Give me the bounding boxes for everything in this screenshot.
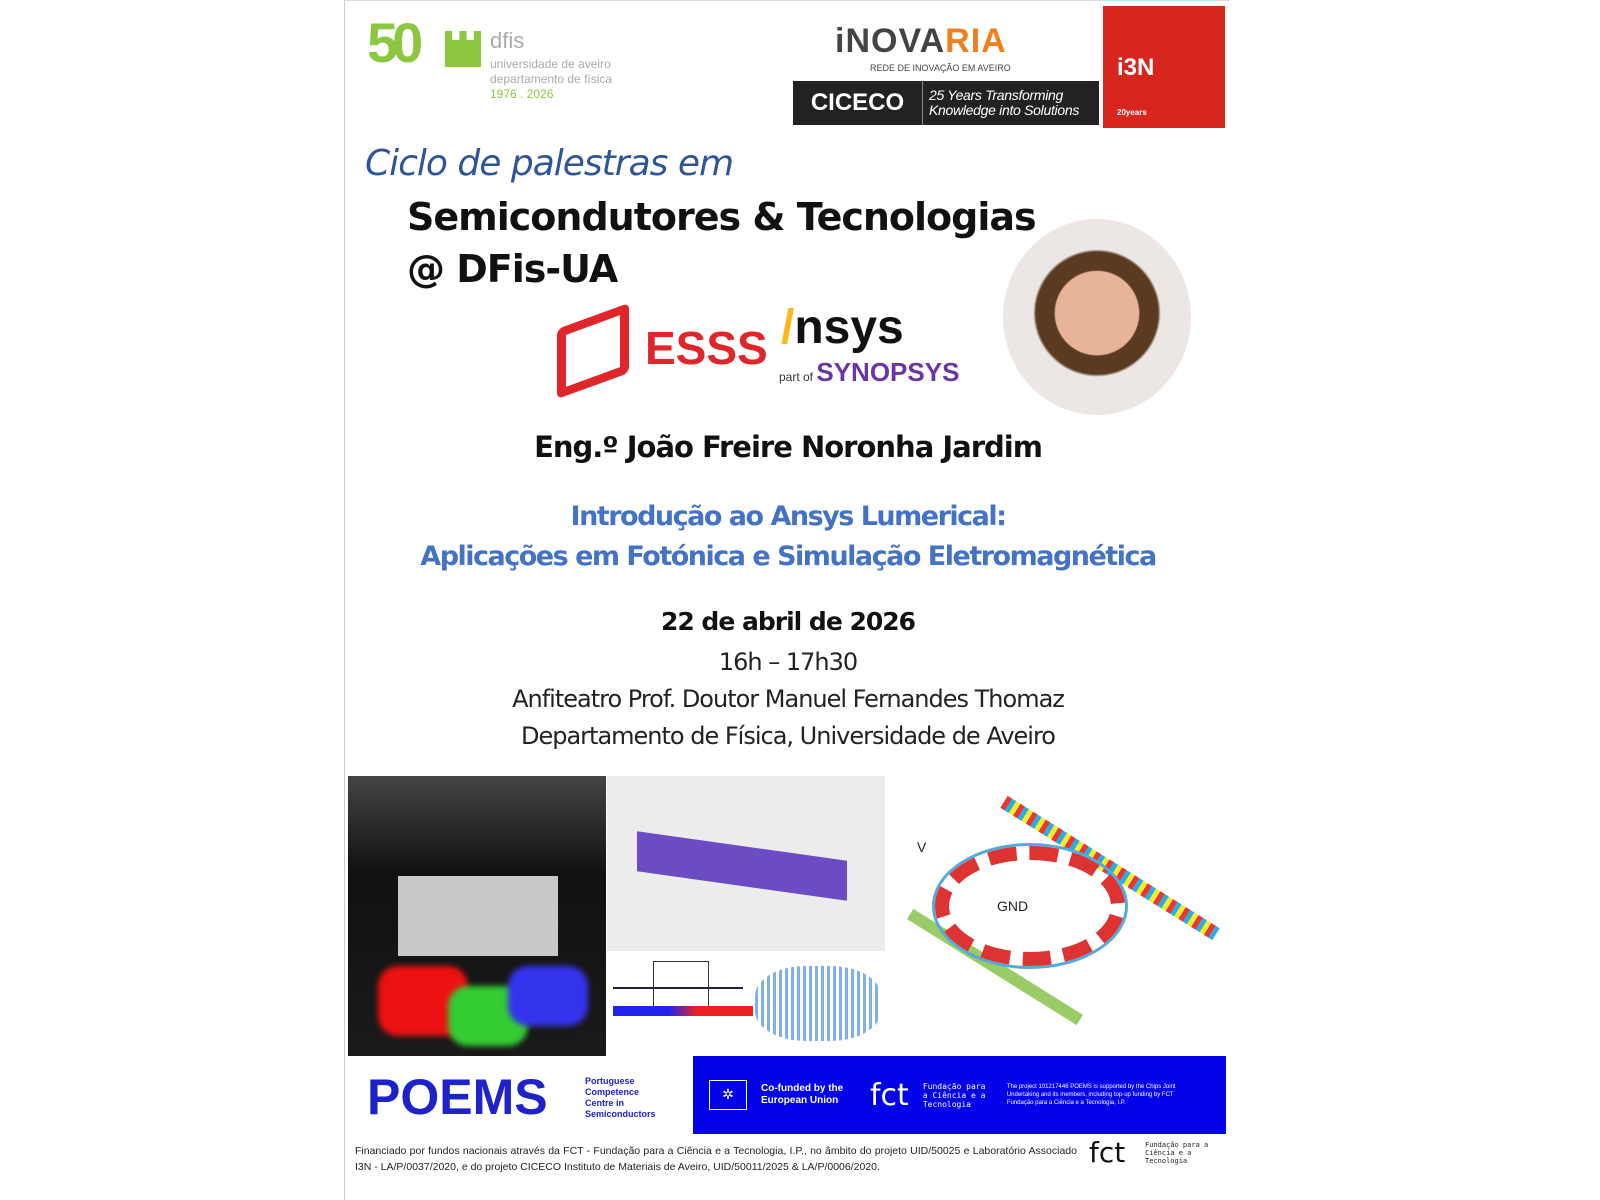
event-room: Anfiteatro Prof. Doutor Manuel Fernandes Thomaz [512, 685, 1064, 713]
fct-logo-small: fct [1089, 1136, 1126, 1169]
talk-line1: Introdução ao Ansys Lumerical: [570, 501, 1006, 532]
metasurface-image [348, 776, 606, 1056]
mode-diagram [613, 961, 753, 1021]
inovaria-subtitle: REDE DE INOVAÇÃO EM AVEIRO [870, 63, 1011, 73]
dfis-univ: universidade de aveiro [490, 57, 611, 71]
esss-logo: ESSS [645, 322, 768, 374]
eu-flag-icon: ✲ [709, 1080, 747, 1110]
series-title: Ciclo de palestras em [365, 143, 734, 184]
field-plot [755, 966, 881, 1041]
fct-subtitle: Fundação para a Ciência e a Tecnologia [922, 1081, 986, 1109]
inovaria-logo [835, 23, 1007, 59]
ansys-logo [781, 301, 904, 354]
poems-logo: POEMS [367, 1069, 548, 1125]
i3n-logo [1103, 6, 1225, 128]
project-note: The project 101217446 POEMS is supported by the Chips Joint Undertaking and its members, including top-up funding by FCT Fundação para a Ciência e a Tecnologia, I.P. [1006, 1084, 1176, 1106]
i3n-name: i3N [1117, 54, 1155, 81]
funding-statement: Financiado por fundos nacionais através da FCT - Fundação para a Ciência e a Tecnologia, I.P., no âmbito do projeto UID/50025 e Laboratório Associado I3N - LA/P/0037/2020, e do projeto CICECO Instituto de Materiais de Aveiro, UID/50011/2025 & LA/P/0006/2020. [355, 1145, 1077, 1173]
speaker-photo [1003, 219, 1191, 415]
dfis-name: dfis [490, 28, 525, 53]
poems-subtitle: Portuguese Competence Centre in Semiconductors [585, 1076, 656, 1119]
ua-castle-icon [445, 31, 481, 67]
dfis-dept: departamento de física [490, 72, 613, 86]
event-title [407, 191, 1036, 295]
ansys-text: nsys [794, 301, 904, 354]
fct-logo: fct [870, 1077, 909, 1113]
eu-cofunded: Co-funded by the European Union [761, 1083, 844, 1106]
title-line2: @ DFis-UA [407, 247, 618, 291]
fct-subtitle-small: Fundação para a Ciência e a Tecnologia [1145, 1141, 1209, 1165]
i3n-years: 20years [1117, 108, 1147, 117]
dfis-subtitle [490, 57, 612, 102]
dfis-years: 1976 . 2026 [490, 87, 554, 101]
waveguide-image [607, 776, 885, 951]
inovaria-a: iNOVA [835, 22, 946, 60]
ciceco-tag1: 25 Years Transforming [929, 87, 1064, 103]
event-time: 16h – 17h30 [718, 648, 858, 676]
esss-icon [557, 303, 629, 399]
talk-line2: Aplicações em Fotónica e Simulação Eletromagnética [420, 541, 1156, 572]
ciceco-tagline [923, 88, 1079, 118]
synopsys-text: SYNOPSYS [816, 357, 960, 387]
ring-resonator [935, 846, 1125, 966]
funding-banner [693, 1056, 1226, 1134]
label-v: V [917, 839, 927, 855]
dfis-50-logo: 50 [367, 11, 418, 74]
part-of: part of [779, 370, 814, 384]
ciceco-logo [793, 81, 1099, 125]
poster [344, 0, 1230, 1200]
ansys-mark: / [781, 301, 795, 354]
ciceco-tag2: Knowledge into Solutions [929, 102, 1080, 118]
event-date: 22 de abril de 2026 [660, 607, 916, 636]
label-gnd: GND [997, 898, 1029, 914]
inovaria-b: RIA [945, 22, 1007, 60]
ciceco-name: CICECO [793, 81, 923, 125]
speaker-name: Eng.º João Freire Noronha Jardim [534, 430, 1042, 464]
title-line1: Semicondutores & Tecnologias [407, 195, 1036, 239]
talk-title [345, 497, 1231, 577]
event-place: Departamento de Física, Universidade de Aveiro [520, 722, 1055, 750]
synopsys-logo [779, 357, 959, 392]
